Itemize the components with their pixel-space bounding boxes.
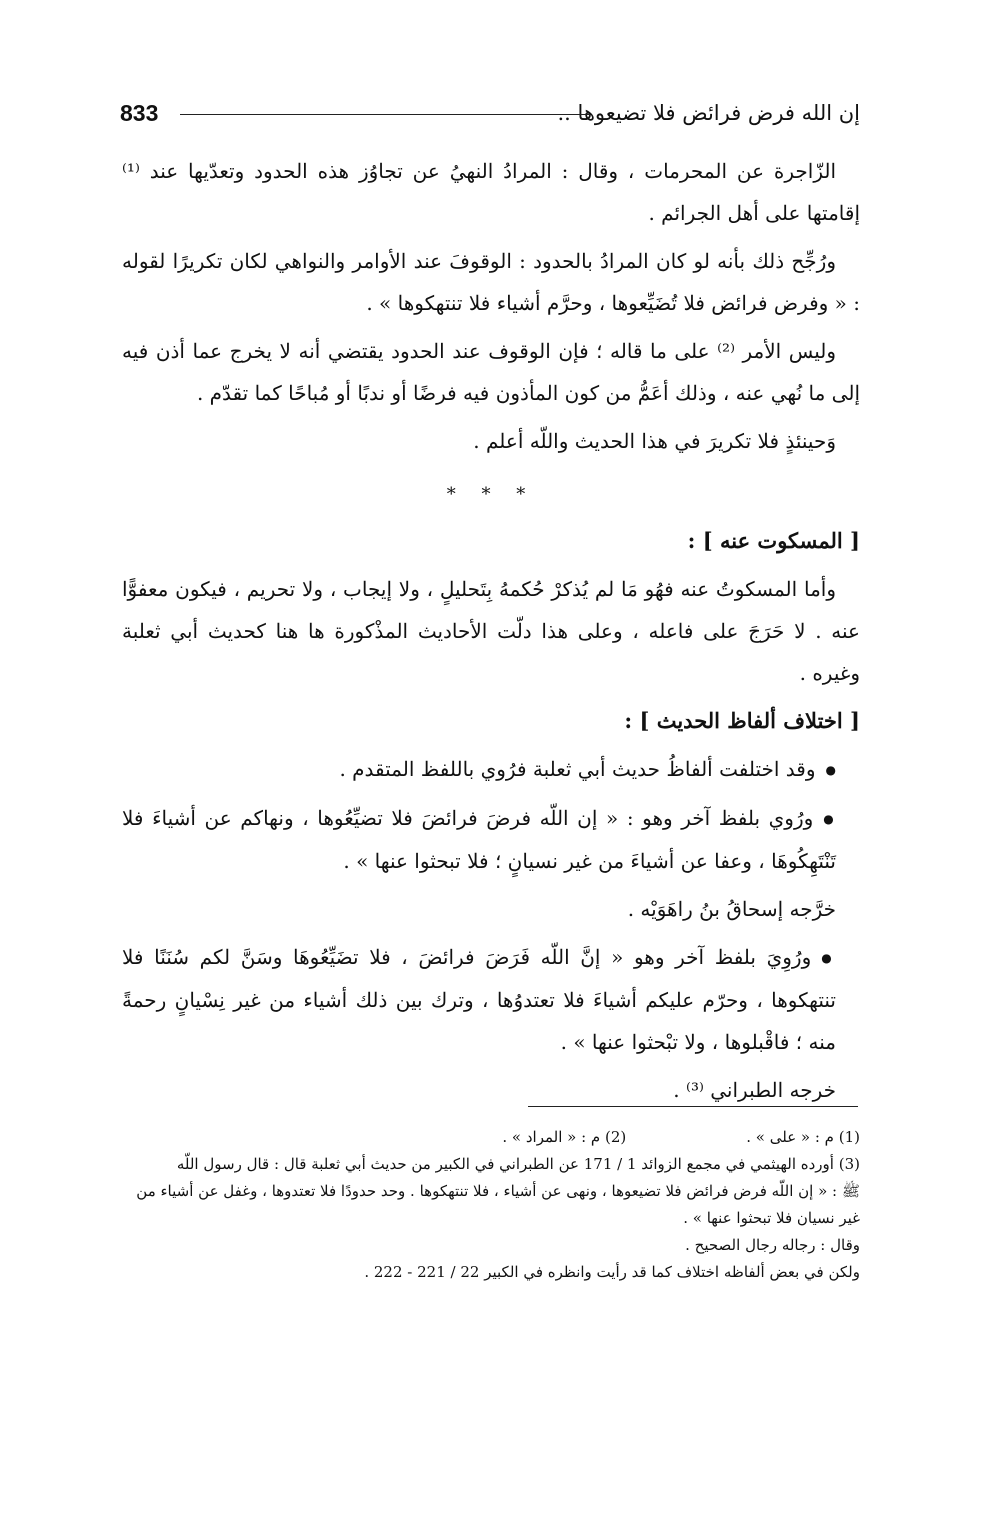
footnote: (3) أورده الهيثمي في مجمع الزوائد 1 / 171 عن الطبراني في الكبير من حديث أبي ثعلبة قال : قال رسول اللّه: [176, 1155, 860, 1173]
paragraph: الزّاجرة عن المحرمات ، وقال : المرادُ النهيُ عن تجاوُز هذه الحدود وتعدّيها عند ⁽¹⁾ إقامتها على أهل الجرائم .: [122, 159, 860, 225]
running-title: إن الله فرض فرائض فلا تضيعوها ..: [557, 101, 860, 125]
section-separator: * * *: [446, 484, 536, 505]
footnote: (1) م : « على » .: [746, 1128, 860, 1146]
bullet-item: ● ورُوي بلفظ آخر وهو : « إن اللّه فرضَ فرائضَ فلا تضيِّعُوها ، ونهاكم عن أشياءَ فلا تَنْتَهِكُوهَا ، وعفا عن أشياءَ من غير نسيانٍ ؛ فلا تبحثوا عنها » .: [122, 797, 860, 882]
bullet-item: ● ورُوِيَ بلفظ آخر وهو « إنَّ اللّه فَرَضَ فرائضَ ، فلا تضَيِّعُوهَا وسَنَّ لكم سُنَنًا فلا تنتهكوها ، وحرّم عليكم أشياءَ فلا تعتدوُها ، وترك بين ذلك أشياء من غير نِسْيانٍ رحمةً منه ؛ فاقْبلوها ، ولا تبْحثوا عنها » .: [122, 936, 860, 1063]
footnote: ولكن في بعض ألفاظه اختلاف كما قد رأيت وانظره في الكبير 22 / 221 - 222 .: [364, 1263, 860, 1281]
page-header: [120, 96, 860, 130]
page-number: 833: [120, 100, 159, 126]
paragraph: ورُجِّح ذلك بأنه لو كان المرادُ بالحدود : الوقوفَ عند الأوامر والنواهي لكان تكريرًا لقوله : « وفرض فرائض فلا تُضَيِّعوها ، وحرَّم أشياء فلا تنتهكوها » .: [122, 249, 860, 315]
section-heading: [ المسكوت عنه ] :: [687, 528, 860, 553]
paragraph: وَحينئذٍ فلا تكريرَ في هذا الحديث واللّه أعلم .: [473, 429, 836, 453]
paragraph: وليس الأمر ⁽²⁾ على ما قاله ؛ فإن الوقوف عند الحدود يقتضي أنه لا يخرج عما أذن فيه إلى ما نُهي عنه ، وذلك أعَمُّ من كون المأذون فيه فرضًا أو ندبًا أو مُباحًا كما تقدّم .: [122, 339, 860, 405]
paragraph: خرَّجه إسحاقُ بنُ راهَوَيْه .: [627, 897, 836, 921]
bullet-item: ● وقد اختلفت ألفاظُ حديث أبي ثعلبة فرُوي باللفظ المتقدم .: [122, 748, 860, 791]
footnote: وقال : رجاله رجال الصحيح .: [685, 1236, 860, 1254]
header-rule: [180, 114, 590, 115]
footnote: ﷺ : « إن اللّه فرض فرائض فلا تضيعوها ، ونهى عن أشياء ، فلا تنتهكوها . وحد حدودًا فلا تعتدوها ، وغفل عن أشياء من غير نسيان فلا تبحثوا عنها » .: [136, 1182, 860, 1227]
footnote: (2) م : « المراد » .: [502, 1128, 627, 1146]
paragraph: خرجه الطبراني ⁽³⁾ .: [673, 1078, 836, 1102]
footnotes: [122, 1124, 860, 1286]
main-text: [122, 150, 860, 1117]
footnote-rule: [528, 1106, 858, 1107]
footnote-row: [122, 1124, 860, 1151]
paragraph: وأما المسكوتُ عنه فهُو مَا لم يُذكرْ حُكمهُ بِتَحليلٍ ، ولا إيجاب ، ولا تحريم ، فيكون معفوًّا عنه . لا حَرَجَ على فاعله ، وعلى هذا دلّت الأحاديث المذْكورة ها هنا كحديث أبي ثعلبة وغيره .: [122, 577, 860, 685]
section-heading: [ اختلاف ألفاظ الحديث ] :: [624, 708, 860, 733]
